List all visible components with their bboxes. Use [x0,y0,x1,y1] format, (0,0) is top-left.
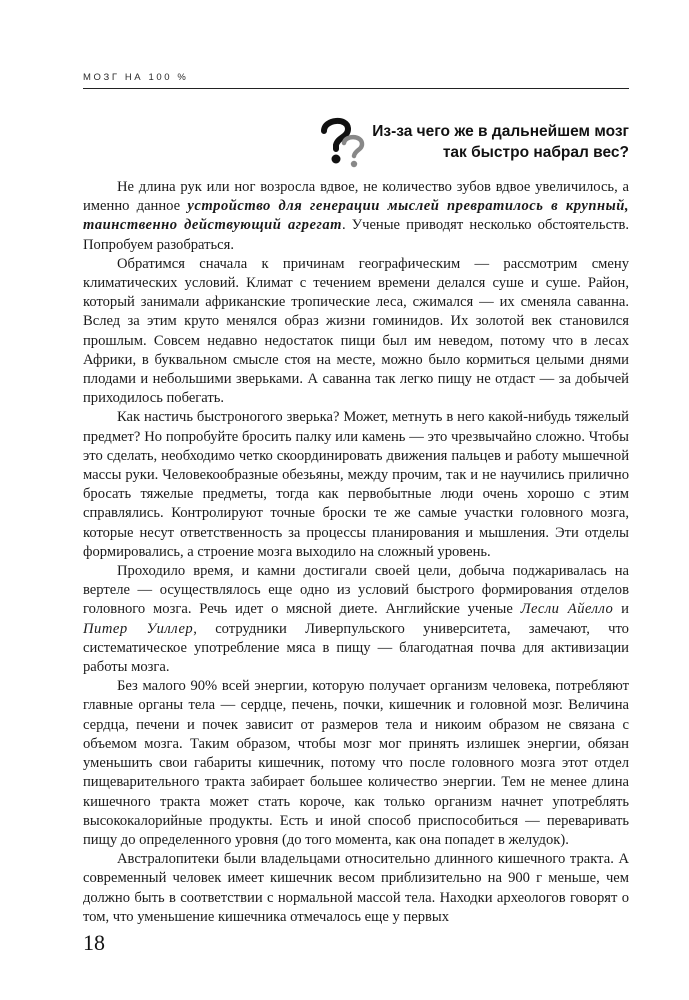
paragraph-6: Австралопитеки были владельцами относительно длинного кишечного тракта. А современный человек имеет кишечник весом приблизительно на 900 г меньше, чем должно быть в соответствии с нормальной массой тела. Находки археологов говорят о том, что уменьшение кишечника отмечалось еще у первых [83,851,629,925]
paragraph-5: Без малого 90% всей энергии, которую получает организм человека, потребляют главные органы тела — сердце, печень, почки, кишечник и головной мозг. Величина сердца, печени и почек зависит от размеров тела и никоим образом не связана с объемом мозга. Таким образом, чтобы мозг мог принять излишек энергии, обязан уменьшить свои габариты кишечник, потому что после головного мозга этот отдел пищеварительного тракта забирает большее количество энергии. Тем не менее длина кишечного тракта может стать короче, как только организм начнет употреблять высококалорийные продукты. Есть и иной способ приспособиться — переваривать пищу до определенного уровня (до того момента, как она попадет в желудок). [83,678,629,848]
scientist-name-1: Лесли Айелло [520,601,614,618]
body-text [83,178,629,927]
paragraph-4-tail: , сотрудники Ливерпульского университета, замечают, что систематическое употребление мяса в пищу — благодатная почва для активизации работы мозга. [83,620,629,676]
paragraph-1-tail: . Ученые приводят несколько обстоятельств. Попробуем разобраться. [83,217,629,253]
running-title: МОЗГ НА 100 % [83,72,189,83]
paragraph-2: Обратимся сначала к причинам географическим — рассмотрим смену климатических условий. Климат с течением времени делался суше и суше. Район, который занимали африканские тропические леса, сжимался — их сменяла саванна. Вслед за этим круто менялся образ жизни гоминидов. Их золотой век становился прошлым. Совсем недавно недостаток пищи был им неведом, потому что в лесах Африки, в буквальном смысле стоя на месте, можно было кормиться целыми днями плодами и небольшими зверьками. А саванна так легко пищу не отдаст — за добычей приходилось побегать. [83,255,629,407]
emphasis-phrase: устройство для генерации мыслей превратилось в крупный, таинственно действующий агрегат [83,198,629,234]
page-number: 18 [83,930,105,955]
conjunction: и [613,601,629,618]
paragraph-4 [83,562,629,677]
question-heading [359,121,629,163]
paragraph-3: Как настичь быстроногого зверька? Может, метнуть в него какой-нибудь тяжелый предмет? Но попробуйте бросить палку или камень — это чрезвычайно сложно. Чтобы это сделать, необходимо четко скоординировать движения пальцев и работу мышечной массы руки. Человекообразные обезьяны, между прочим, так и не научились прилично бросать тяжелые предметы, тогда как первобытные люди очень хорошо с этим справлялись. Контролируют точные броски те же самые участки головного мозга, которые несут ответственность за процессы планирования и мышления. Эти отделы формировались, а строение мозга выходило на сложный уровень. [83,409,629,560]
question-line-1: Из-за чего же в дальнейшем мозг [372,123,629,140]
header-rule [83,88,629,89]
question-line-2: так быстро набрал вес? [442,144,629,161]
paragraph-1-lead: Не длина рук или ног возросла вдвое, не количество зубов вдвое увеличилось, а именно данное [83,179,629,215]
question-callout [318,113,629,168]
paragraph-4-lead: Проходило время, и камни достигали своей цели, добыча поджаривалась на вертеле — осуществлялось еще одно из условий быстрого формирования отделов головного мозга. Речь идет о мясной диете. Английские ученые [83,563,629,618]
scientist-name-2: Питер Уиллер [83,620,194,637]
paragraph-1 [83,178,629,255]
